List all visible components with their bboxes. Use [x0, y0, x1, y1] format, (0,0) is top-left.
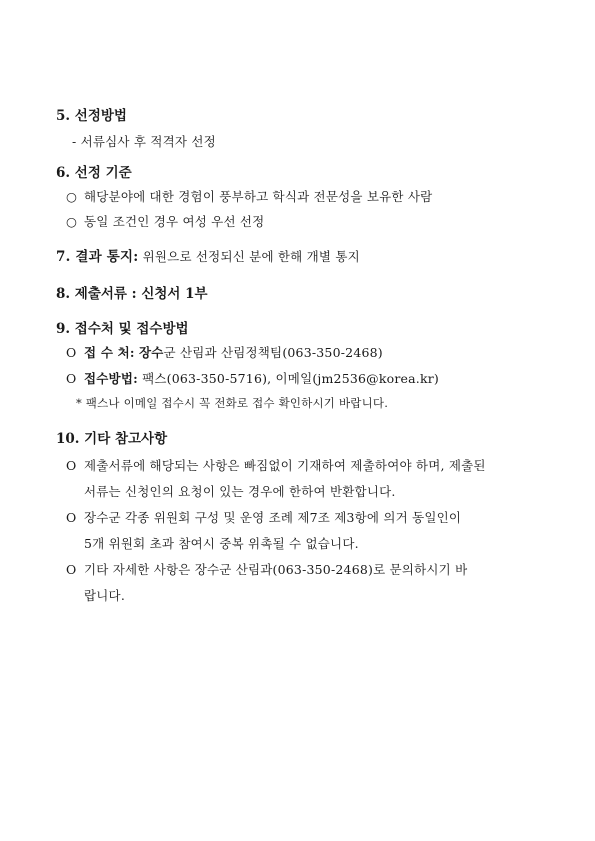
section-8-heading: 8. 제출서류 : 신청서 1부 [56, 286, 208, 302]
section-10-item [66, 560, 467, 578]
section-6-item-text: 동일 조건인 경우 여성 우선 선정 [84, 214, 265, 229]
circle-bullet: ○ [66, 189, 78, 204]
method-text: 팩스(063-350-5716), 이메일(jm2536@korea.kr) [137, 371, 439, 386]
section-9-place [66, 343, 383, 361]
o-bullet: O [66, 458, 77, 473]
method-label: 접수방법: [84, 371, 138, 386]
circle-bullet: ○ [66, 214, 78, 229]
place-label: 접 수 처: [84, 345, 135, 360]
place-bold-text: 장수 [138, 345, 164, 360]
section-10-item-text: 기타 자세한 사항은 장수군 산림과(063-350-2468)로 문의하시기 바 [84, 562, 468, 577]
section-10-item-continued: 랍니다. [84, 588, 125, 603]
section-10-item-continued: 5개 위원회 초과 참여시 중복 위촉될 수 없습니다. [84, 536, 359, 551]
section-6-item [66, 187, 432, 205]
section-9-method [66, 369, 439, 387]
section-10-item-text: 제출서류에 해당되는 사항은 빠짐없이 기재하여 제출하여야 하며, 제출된 [84, 458, 486, 473]
section-5-heading: 5. 선정방법 [56, 108, 127, 124]
place-text: 군 산림과 산림정책팀(063-350-2468) [163, 345, 383, 360]
o-bullet: O [66, 510, 77, 525]
section-9-note: * 팩스나 이메일 접수시 꼭 전화로 접수 확인하시기 바랍니다. [76, 396, 389, 410]
o-bullet: O [66, 345, 77, 360]
section-7 [56, 245, 360, 265]
section-6-item [66, 212, 264, 230]
o-bullet: O [66, 562, 77, 577]
section-10-heading: 10. 기타 참고사항 [56, 431, 168, 447]
section-5-line: - 서류심사 후 적격자 선정 [72, 134, 216, 149]
section-10-item [66, 456, 486, 474]
section-10-item-text: 장수군 각종 위원회 구성 및 운영 조례 제7조 제3항에 의거 동일인이 [84, 510, 462, 525]
section-6-item-text: 해당분야에 대한 경험이 풍부하고 학식과 전문성을 보유한 사람 [84, 189, 433, 204]
section-6-heading: 6. 선정 기준 [56, 165, 132, 181]
o-bullet: O [66, 371, 77, 386]
section-9-heading: 9. 접수처 및 접수방법 [56, 321, 189, 337]
section-10-item-continued: 서류는 신청인의 요청이 있는 경우에 한하여 반환합니다. [84, 484, 396, 499]
section-7-heading: 7. 결과 통지: [56, 249, 139, 265]
section-7-text: 위원으로 선정되신 분에 한해 개별 통지 [138, 249, 360, 264]
section-10-item [66, 508, 461, 526]
